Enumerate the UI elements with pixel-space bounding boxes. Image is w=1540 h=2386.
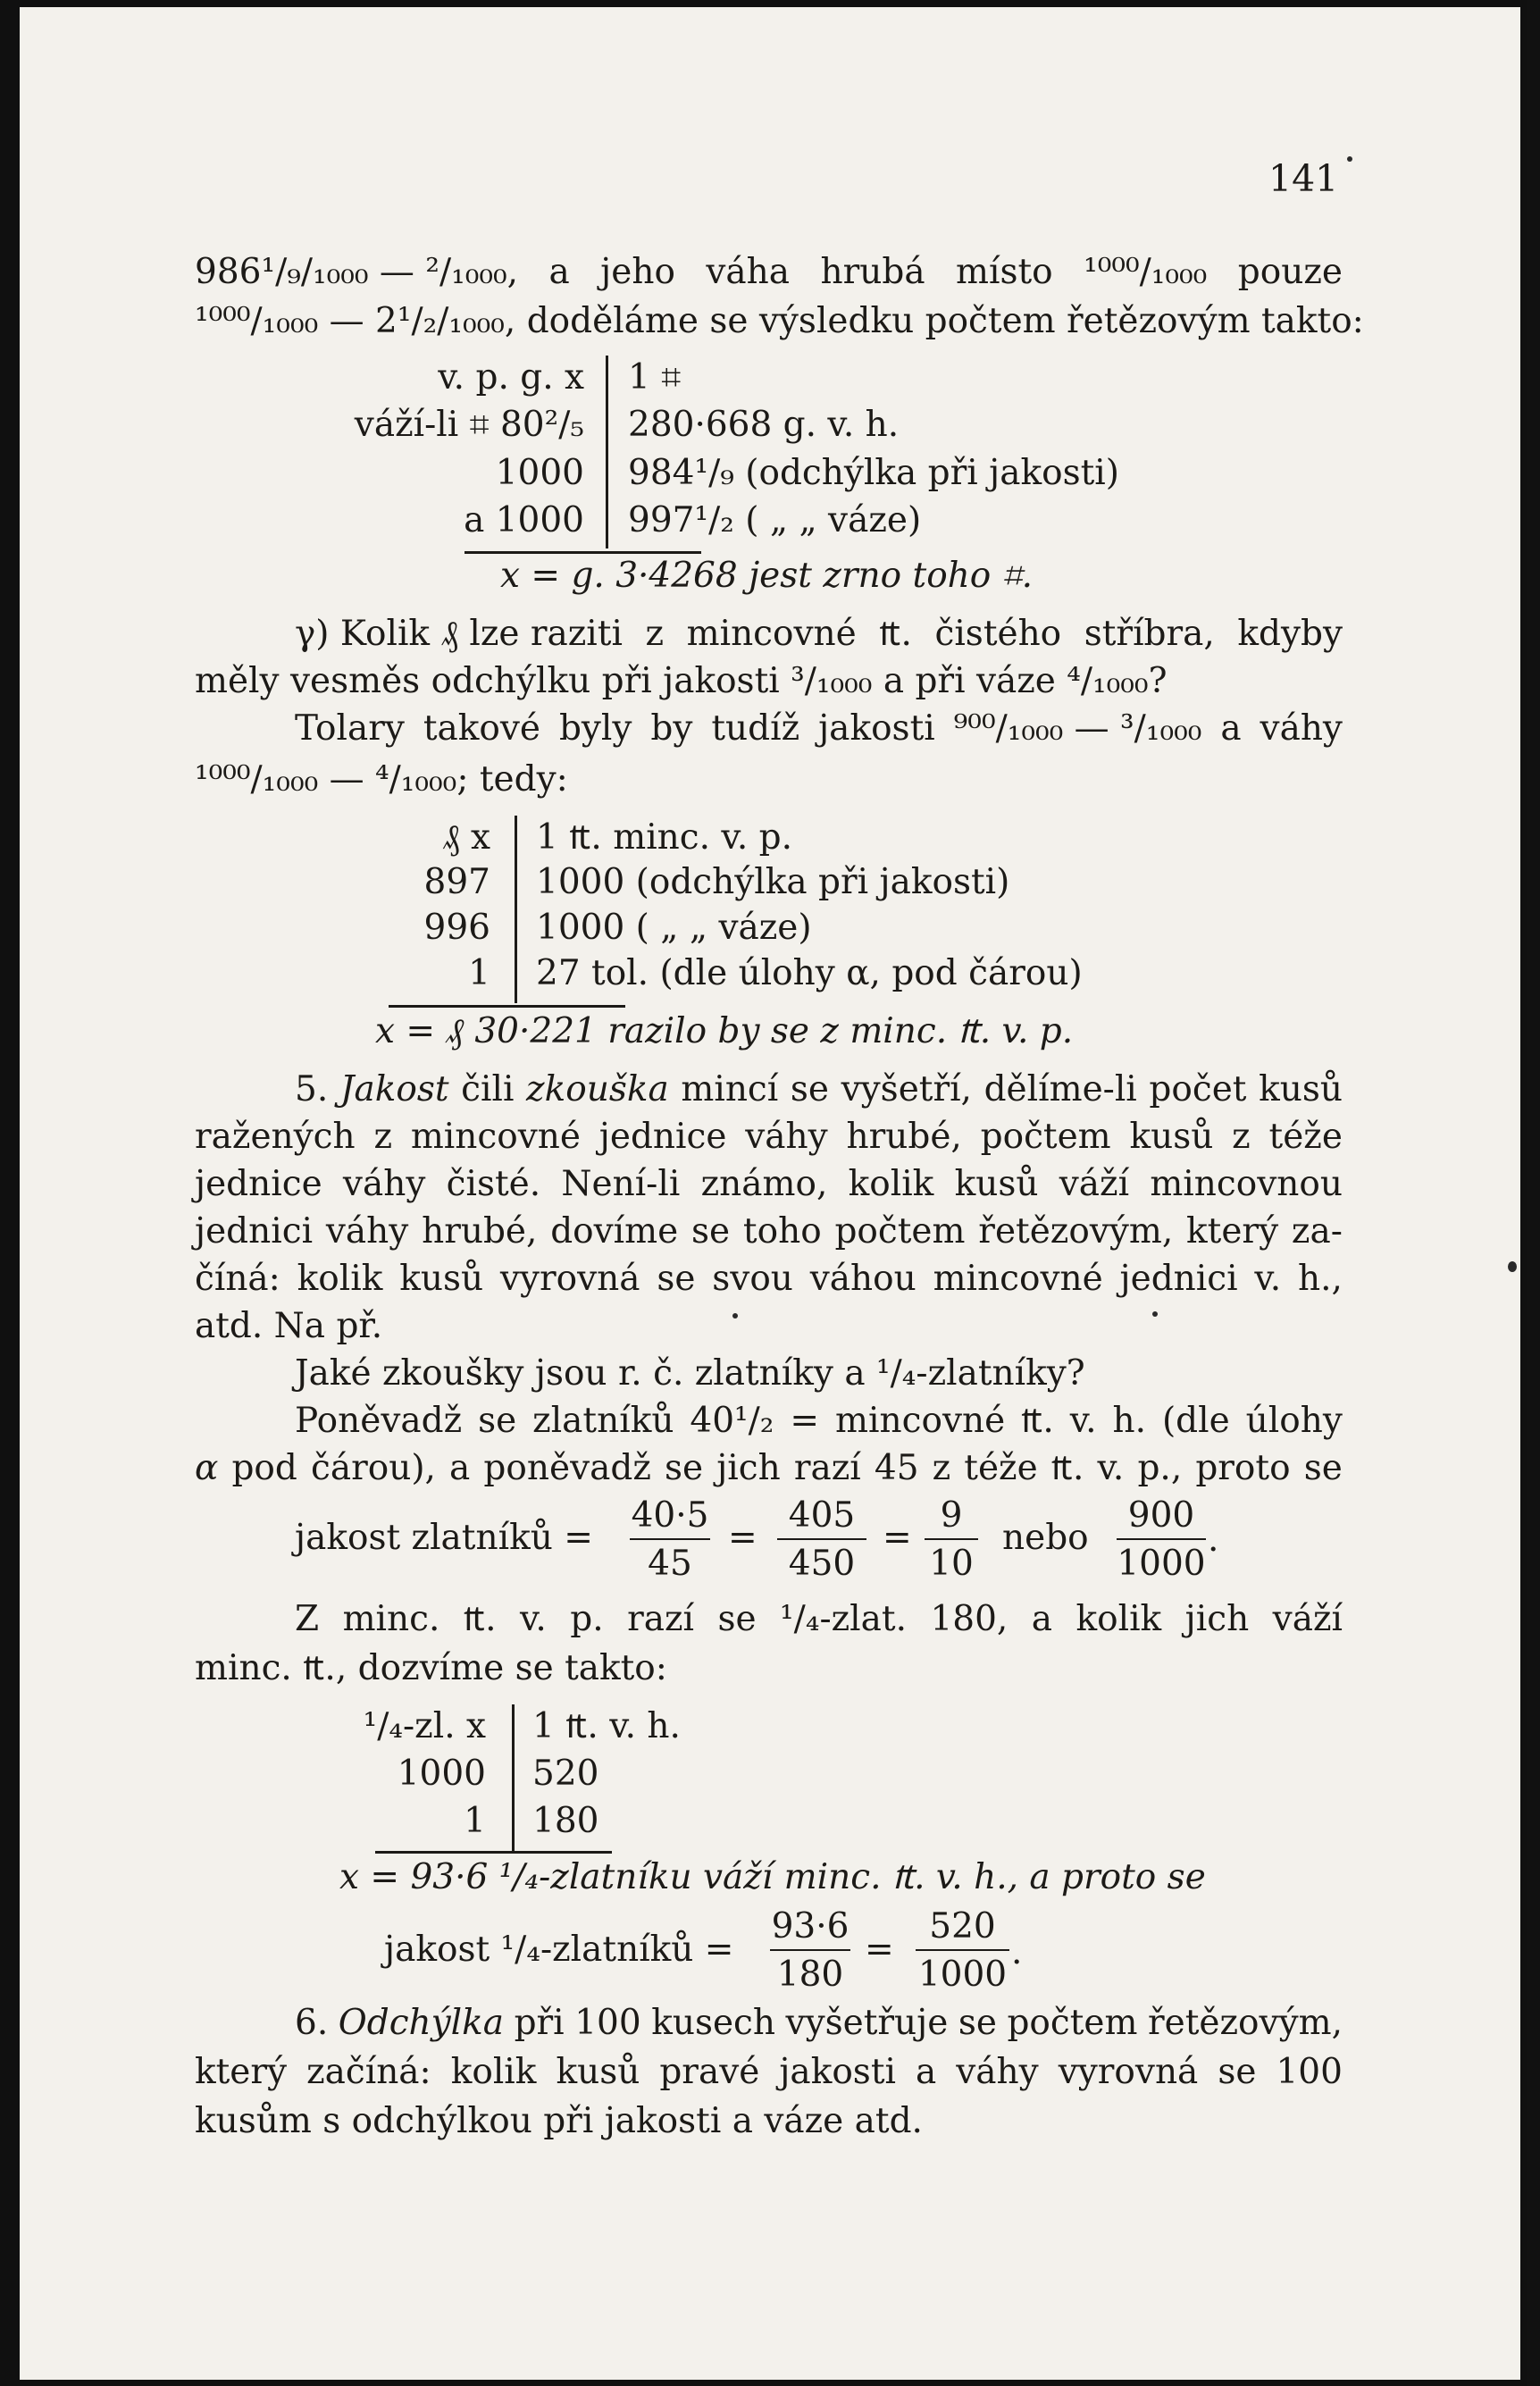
text-line: jednici váhy hrubé, dovíme se toho počtem řetězovým, který za- bbox=[195, 1211, 1343, 1252]
text-line: γ) Kolik ₰ lze raziti z mincovné ₶. čistého stříbra, kdyby bbox=[295, 614, 1343, 654]
text-line: jednice váhy čisté. Není-li známo, kolik kusů váží mincovnou bbox=[195, 1164, 1343, 1204]
text-line: ¹⁰⁰⁰/₁₀₀₀ — 2¹/₂/₁₀₀₀, doděláme se výsledku počtem řetězovým takto: bbox=[195, 301, 1364, 341]
text-line: Z minc. ₶. v. p. razí se ¹/₄-zlat. 180, a kolik jich váží bbox=[295, 1599, 1343, 1639]
paper-speck bbox=[732, 1313, 738, 1319]
paper-speck bbox=[1508, 1261, 1517, 1272]
text-line: Tolary takové byly by tudíž jakosti ⁹⁰⁰/₁₀₀₀ — ³/₁₀₀₀ a váhy bbox=[295, 708, 1343, 749]
text-line: Jaké zkoušky jsou r. č. zlatníky a ¹/₄-zlatníky? bbox=[295, 1353, 1085, 1394]
text-line: měly vesměs odchýlku při jakosti ³/₁₀₀₀ a při váze ⁴/₁₀₀₀? bbox=[195, 661, 1168, 701]
text-line: minc. ₶., dozvíme se takto: bbox=[195, 1648, 667, 1688]
text-line: Poněvadž se zlatníků 40¹/₂ = mincovné ₶. v. h. (dle úlohy bbox=[295, 1401, 1343, 1441]
text-line: číná: kolik kusů vyrovná se svou váhou mincovné jednici v. h., bbox=[195, 1259, 1343, 1299]
paper-speck bbox=[1152, 1311, 1158, 1317]
text-line: 986¹/₉/₁₀₀₀ — ²/₁₀₀₀, a jeho váha hrubá místo ¹⁰⁰⁰/₁₀₀₀ pouze bbox=[195, 252, 1343, 292]
text-line: atd. Na př. bbox=[195, 1306, 383, 1346]
text-line: kusům s odchýlkou při jakosti a váze atd. bbox=[195, 2101, 923, 2141]
text-line: α pod čárou), a poněvadž se jich razí 45 z téže ₶. v. p., proto se bbox=[195, 1448, 1343, 1488]
text-line: ražených z mincovné jednice váhy hrubé, počtem kusů z téže bbox=[195, 1117, 1343, 1157]
paper-speck bbox=[1347, 156, 1352, 162]
text-line: ¹⁰⁰⁰/₁₀₀₀ — ⁴/₁₀₀₀; tedy: bbox=[195, 759, 568, 800]
page-number: 141 bbox=[1268, 157, 1339, 200]
page-edge bbox=[1527, 0, 1540, 2386]
text-line: 5. Jakost čili zkouška mincí se vyšetří, dělíme-li počet kusů bbox=[295, 1069, 1343, 1109]
text-line: který začíná: kolik kusů pravé jakosti a váhy vyrovná se 100 bbox=[195, 2052, 1343, 2092]
text-line: 6. Odchýlka při 100 kusech vyšetřuje se počtem řetězovým, bbox=[295, 2003, 1343, 2043]
